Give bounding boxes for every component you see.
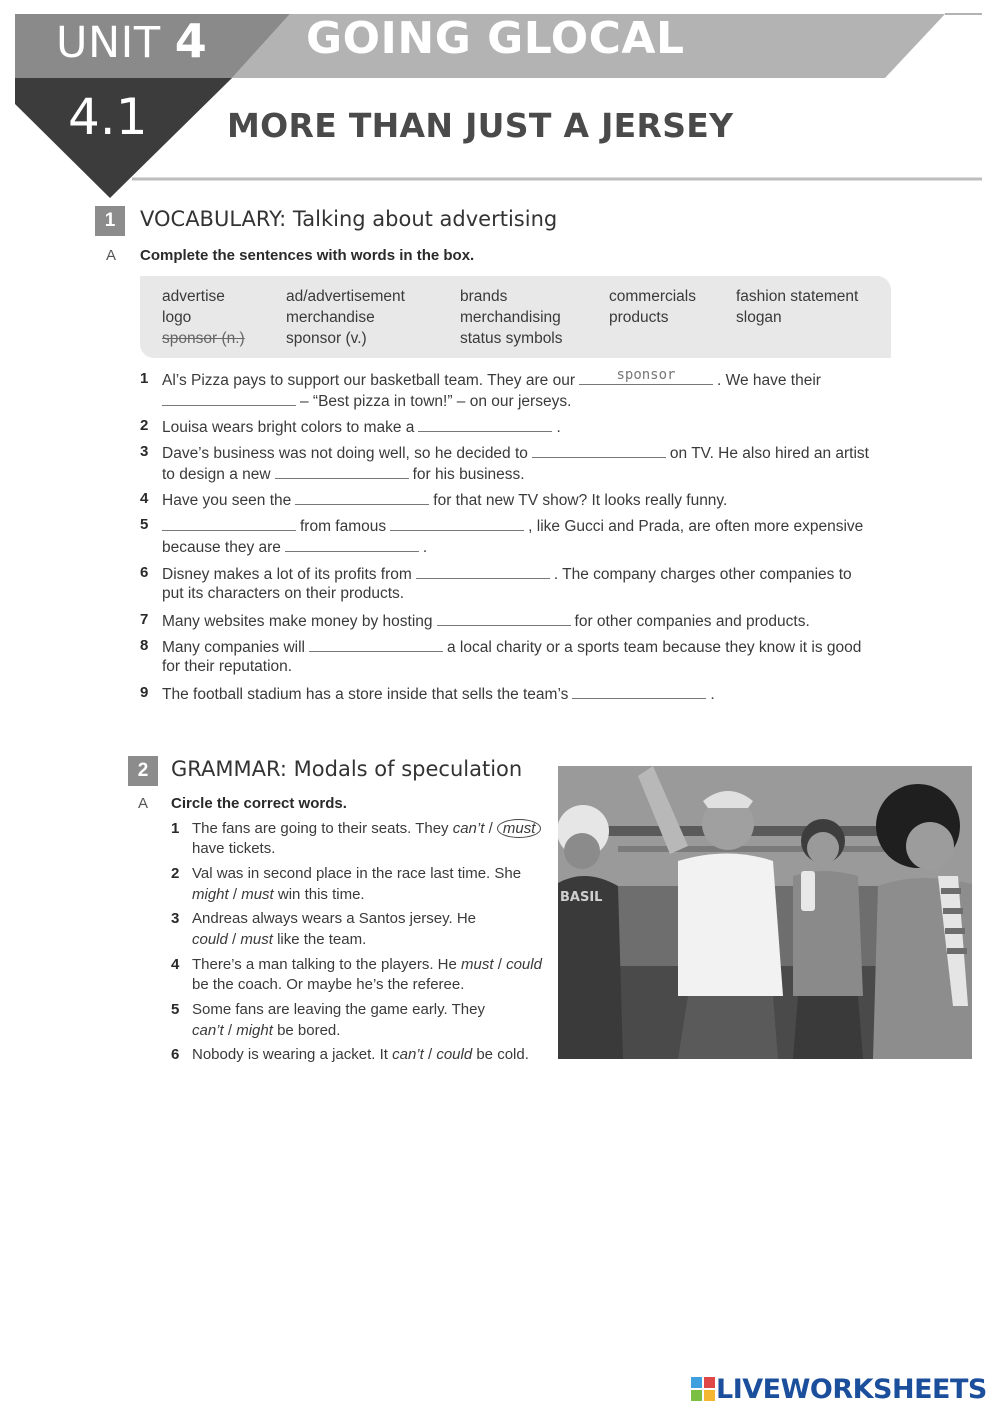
item-line: There’s a man talking to the players. He must / could [192, 956, 542, 973]
option-b[interactable]: might [236, 1022, 273, 1039]
section-1-part: A [106, 247, 117, 264]
section-1-number: 1 [95, 206, 125, 236]
sentence-number: 1 [140, 370, 149, 387]
sentence-number: 5 [140, 516, 149, 533]
option-b[interactable]: could [436, 1046, 473, 1063]
lesson-title: MORE THAN JUST A JERSEY [227, 106, 734, 145]
section-1-instruction: Complete the sentences with words in the box. [140, 247, 475, 264]
sentence-line: for their reputation. [162, 658, 293, 675]
sentence-number: 8 [140, 637, 149, 654]
sentence-line: The football stadium has a store inside that sells the team’s . [162, 686, 715, 703]
word-box-item: advertise [162, 288, 225, 305]
item-line: have tickets. [192, 840, 276, 857]
answer-blank[interactable] [390, 516, 524, 531]
sentence-line: Disney makes a lot of its profits from . The company charges other companies to [162, 566, 852, 583]
word-box-item: products [609, 309, 669, 326]
jersey-text: BASIL [560, 890, 603, 905]
answer-blank[interactable] [572, 684, 706, 699]
option-b[interactable]: must [241, 886, 274, 903]
item-line: could / must like the team. [192, 931, 367, 948]
liveworksheets-logo [690, 1372, 987, 1406]
sentence-number: 2 [140, 417, 149, 434]
answer-blank[interactable] [162, 516, 296, 531]
option-b-circled[interactable]: must [497, 819, 542, 838]
word-box-item: commercials [609, 288, 696, 305]
unit-label: UNIT 4 [56, 14, 208, 68]
liveworksheets-icon [690, 1376, 716, 1402]
item-line: The fans are going to their seats. They can’t / must [192, 820, 541, 837]
item-line: Some fans are leaving the game early. They [192, 1001, 485, 1018]
option-b[interactable]: must [240, 931, 273, 948]
answer-blank[interactable] [416, 564, 550, 579]
item-line: Val was in second place in the race last time. She [192, 865, 522, 882]
liveworksheets-text: LIVEWORKSHEETS [716, 1373, 987, 1405]
example-answer: sponsor [616, 367, 676, 383]
answer-blank[interactable] [532, 443, 666, 458]
word-box-item: fashion statement [736, 288, 859, 305]
football-fans-photo [558, 766, 972, 1059]
section-2-part: A [138, 795, 149, 812]
item-line: can’t / might be bored. [192, 1022, 341, 1039]
item-line: might / must win this time. [192, 886, 365, 903]
option-a[interactable]: must [461, 956, 494, 973]
sentence-line: Al’s Pizza pays to support our basketball team. They are our sponsor . We have their [162, 367, 821, 389]
section-2-number: 2 [128, 756, 158, 786]
word-box-item: slogan [736, 309, 782, 326]
item-number: 6 [171, 1046, 180, 1063]
sentence-number: 9 [140, 684, 149, 701]
answer-blank[interactable] [295, 490, 429, 505]
answer-blank[interactable] [309, 637, 443, 652]
item-number: 3 [171, 910, 180, 927]
option-a[interactable]: could [192, 931, 228, 948]
item-line: be the coach. Or maybe he’s the referee. [192, 976, 465, 993]
answer-blank[interactable] [418, 417, 552, 432]
answer-blank[interactable] [275, 464, 409, 479]
sentence-line: from famous , like Gucci and Prada, are often more expensive [162, 516, 863, 536]
sentence-number: 7 [140, 611, 149, 628]
answer-blank[interactable] [579, 367, 713, 385]
item-number: 5 [171, 1001, 180, 1018]
option-a[interactable]: can’t [192, 1022, 224, 1039]
sentence-line: Dave’s business was not doing well, so he decided to on TV. He also hired an artist [162, 445, 869, 462]
sentence-line: to design a new for his business. [162, 466, 525, 483]
item-number: 1 [171, 820, 180, 837]
sentence-number: 4 [140, 490, 149, 507]
word-box-item: merchandise [286, 309, 375, 326]
item-number: 4 [171, 956, 180, 973]
item-line: Nobody is wearing a jacket. It can’t / could be cold. [192, 1046, 529, 1063]
word-box-item: brands [460, 288, 508, 305]
sentence-line: – “Best pizza in town!” – on our jerseys. [162, 391, 571, 411]
sentence-line: Many companies will a local charity or a sports team because they know it is good [162, 639, 862, 656]
sentence-number: 6 [140, 564, 149, 581]
sentence-number: 3 [140, 443, 149, 460]
word-box-item: status symbols [460, 330, 563, 347]
word-box-item: sponsor (v.) [286, 330, 367, 347]
section-1-title: VOCABULARY: Talking about advertising [140, 207, 558, 231]
word-box-item: logo [162, 309, 192, 326]
sentence-line: Many websites make money by hosting for other companies and products. [162, 613, 810, 630]
sentence-line: Louisa wears bright colors to make a . [162, 419, 561, 436]
item-line: Andreas always wears a Santos jersey. He [192, 910, 477, 927]
option-a[interactable]: might [192, 886, 229, 903]
answer-blank[interactable] [285, 537, 419, 552]
sentence-line: put its characters on their products. [162, 585, 405, 602]
option-b[interactable]: could [506, 956, 542, 973]
word-box-item: merchandising [460, 309, 561, 326]
option-a[interactable]: can’t [392, 1046, 424, 1063]
item-number: 2 [171, 865, 180, 882]
section-2-title: GRAMMAR: Modals of speculation [171, 757, 523, 781]
sentence-line: because they are . [162, 539, 428, 556]
lesson-number: 4.1 [68, 88, 148, 146]
word-box-item: ad/advertisement [286, 288, 405, 305]
word-box-item-used: sponsor (n.) [162, 330, 245, 347]
unit-title: GOING GLOCAL [306, 13, 685, 64]
section-2-instruction: Circle the correct words. [171, 795, 347, 812]
sentence-line: Have you seen the for that new TV show? It looks really funny. [162, 492, 728, 509]
answer-blank[interactable] [437, 611, 571, 626]
answer-blank[interactable] [162, 391, 296, 406]
option-a[interactable]: can’t [452, 820, 485, 837]
